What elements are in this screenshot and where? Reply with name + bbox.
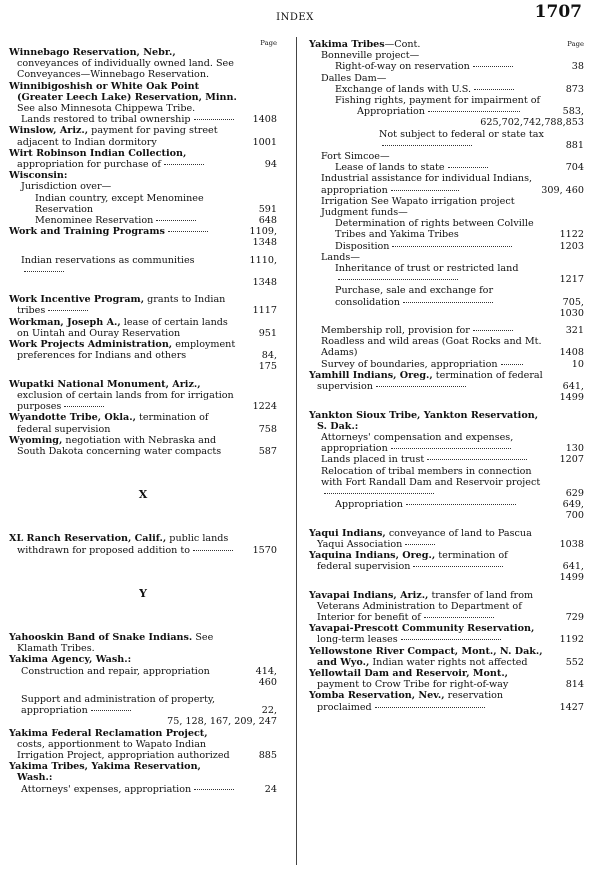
dot-leader bbox=[448, 167, 488, 168]
entry-text: Lands— bbox=[321, 251, 360, 263]
dot-leader bbox=[473, 66, 513, 67]
entry-text: Menominee Reservation bbox=[35, 215, 154, 227]
entry-heading: Wisconsin: bbox=[9, 170, 68, 182]
page-ref: 814 bbox=[565, 679, 584, 691]
page-ref-continued: 1348 bbox=[252, 237, 277, 249]
dot-leader bbox=[501, 364, 523, 365]
index-subentry bbox=[321, 325, 584, 336]
entry-heading: Yakima Federal Reclamation Project, bbox=[9, 727, 208, 739]
entry-text: Lands restored to tribal ownership bbox=[21, 114, 191, 126]
index-subentry bbox=[321, 73, 584, 84]
entry-heading: Winslow, Ariz., bbox=[9, 125, 89, 137]
index-subentry bbox=[21, 666, 277, 688]
index-entry bbox=[9, 632, 277, 654]
entry-text: appropriation for purchase of bbox=[17, 159, 161, 171]
page-ref-continued: 175 bbox=[258, 361, 277, 373]
dot-leader bbox=[168, 231, 208, 232]
entry-text: Survey of boundaries, appropriation bbox=[321, 358, 498, 370]
entry-heading: Workman, Joseph A., bbox=[9, 316, 121, 328]
page-column-label: Page bbox=[567, 40, 584, 48]
index-subentry bbox=[379, 129, 584, 151]
dot-leader bbox=[194, 119, 234, 120]
index-subentry bbox=[335, 162, 584, 173]
entry-text: Roadless and wild areas (Goat Rocks and Mt. Adams) bbox=[321, 336, 542, 359]
index-subentry bbox=[321, 50, 584, 61]
index-entry bbox=[309, 623, 584, 645]
dot-leader bbox=[391, 190, 459, 191]
page-ref: 1109, bbox=[249, 226, 277, 238]
entry-heading: Yamhill Indians, Oreg., bbox=[309, 369, 433, 381]
page-ref: 648 bbox=[258, 215, 277, 227]
entry-text: Lease of lands to state bbox=[335, 162, 445, 174]
index-entry bbox=[9, 728, 277, 762]
index-subentry bbox=[321, 151, 584, 162]
index-subentry bbox=[321, 196, 584, 207]
entry-heading: Wirt Robinson Indian Collection, bbox=[9, 147, 187, 159]
entry-text: Lands placed in trust bbox=[321, 454, 425, 466]
page-ref-continued: 75, 128, 167, 209, 247 bbox=[167, 716, 277, 728]
entry-text: Fishing rights, payment for impairment of bbox=[335, 95, 541, 107]
page-ref: 583, bbox=[562, 106, 584, 118]
page-ref-continued: 1499 bbox=[559, 572, 584, 584]
index-entry bbox=[9, 435, 277, 457]
page-ref: 641, bbox=[562, 381, 584, 393]
entry-text: termination of federal supervision bbox=[317, 369, 543, 393]
entry-heading: Yaqui Indians, bbox=[309, 527, 386, 539]
section-letter-x: X bbox=[138, 488, 148, 502]
entry-text: Determination of rights between Colville Tribes and Yakima Tribes bbox=[335, 218, 534, 241]
dot-leader bbox=[338, 279, 458, 280]
index-entry bbox=[9, 47, 277, 81]
index-subentry bbox=[321, 173, 584, 195]
entry-heading: Yellowstone River Compact, Mont., N. Dak., and Wyo., bbox=[309, 645, 543, 668]
page-ref: 10 bbox=[571, 358, 584, 370]
entry-text: conveyances of individually owned land. See Conveyances—Winnebago Reservation. bbox=[17, 58, 234, 81]
entry-text: Appropriation bbox=[357, 106, 425, 118]
dot-leader bbox=[391, 448, 511, 449]
page-ref: 885 bbox=[258, 749, 277, 761]
index-entry bbox=[309, 528, 584, 550]
index-entry bbox=[9, 654, 277, 665]
index-subentry bbox=[35, 193, 277, 215]
entry-text: Attorneys' compensation and expenses, appropriation bbox=[321, 431, 514, 455]
entry-text: Disposition bbox=[335, 240, 390, 252]
entry-heading: Work and Training Programs bbox=[9, 226, 165, 238]
entry-text: Jurisdiction over— bbox=[21, 181, 112, 193]
entry-text: negotiation with Nebraska and South Dakota concerning water compacts bbox=[17, 434, 222, 457]
page-ref-continued: 460 bbox=[258, 676, 277, 688]
page-ref: 951 bbox=[258, 327, 277, 339]
index-subentry bbox=[335, 241, 584, 252]
entry-text: Inheritance of trust or restricted land bbox=[335, 263, 519, 275]
entry-heading: Winnebago Reservation, Nebr., bbox=[9, 47, 176, 58]
index-subentry bbox=[321, 454, 584, 465]
entry-text: termination of federal supervision bbox=[17, 412, 209, 435]
page-ref: 758 bbox=[258, 423, 277, 435]
index-entry bbox=[309, 690, 584, 712]
page-ref: 1224 bbox=[252, 401, 277, 413]
page-ref: 1117 bbox=[252, 305, 277, 317]
page-ref: 94 bbox=[264, 159, 277, 171]
entry-text: long-term leases bbox=[317, 634, 398, 646]
index-subentry bbox=[21, 784, 277, 795]
left-column bbox=[9, 39, 277, 795]
entry-text: lease of certain lands on Uintah and Ouray Reservation bbox=[17, 316, 228, 339]
index-subentry bbox=[321, 252, 584, 263]
dot-leader bbox=[392, 246, 512, 247]
entry-text: See also Minnesota Chippewa Tribe. bbox=[17, 103, 196, 115]
entry-text: Membership roll, provision for bbox=[321, 325, 470, 337]
entry-text: Construction and repair, appropriation bbox=[21, 665, 210, 677]
page-ref: 84, bbox=[261, 350, 277, 362]
entry-text: termination of federal supervision bbox=[317, 549, 508, 573]
index-subentry bbox=[335, 499, 584, 521]
dot-leader bbox=[401, 639, 501, 640]
entry-heading: Wyandotte Tribe, Okla., bbox=[9, 412, 136, 424]
entry-text: Indian water rights not affected bbox=[372, 656, 528, 668]
dot-leader bbox=[406, 504, 516, 505]
index-subentry bbox=[335, 285, 584, 319]
page-number: 1707 bbox=[534, 2, 582, 22]
index-entry bbox=[9, 533, 277, 555]
index-entry bbox=[9, 170, 277, 181]
entry-text: Indian country, except Menominee Reservation bbox=[35, 192, 204, 215]
dot-leader bbox=[424, 617, 494, 618]
page-ref: 881 bbox=[565, 139, 584, 151]
entry-heading: Yakima Tribes bbox=[309, 39, 385, 50]
index-subentry bbox=[335, 263, 584, 285]
entry-text: Dalles Dam— bbox=[321, 72, 387, 84]
dot-leader bbox=[375, 707, 485, 708]
page-ref: 1192 bbox=[559, 634, 584, 646]
index-subentry bbox=[357, 106, 584, 128]
index-subentry bbox=[321, 359, 584, 370]
index-entry bbox=[309, 668, 584, 690]
entry-text: Indian reservations as communities bbox=[21, 254, 195, 266]
index-subentry bbox=[335, 95, 584, 106]
entry-heading: Yakima Tribes, Yakima Reservation, Wash.: bbox=[9, 761, 201, 784]
dot-leader bbox=[405, 544, 435, 545]
index-subentry bbox=[321, 207, 584, 218]
page-ref: 552 bbox=[565, 656, 584, 668]
page-ref: 1001 bbox=[252, 136, 277, 148]
page-ref: 587 bbox=[258, 445, 277, 457]
entry-text: Fort Simcoe— bbox=[321, 151, 390, 163]
page-ref-continued: 700 bbox=[565, 510, 584, 522]
index-entry bbox=[309, 39, 584, 50]
page-ref: 1038 bbox=[559, 538, 584, 550]
index-entry bbox=[309, 410, 584, 432]
page-ref: 22, bbox=[261, 705, 277, 717]
entry-heading: Work Projects Administration, bbox=[9, 339, 173, 351]
entry-heading: Work Incentive Program, bbox=[9, 294, 145, 306]
dot-leader bbox=[376, 386, 466, 387]
page-ref: 1408 bbox=[252, 114, 277, 126]
entry-heading: Winnibigoshish or White Oak Point (Greater Leech Lake) Reservation, Minn. bbox=[9, 80, 237, 103]
entry-text: exclusion of certain lands from for irrigation purposes bbox=[17, 389, 234, 413]
page-ref-continued: 1348 bbox=[252, 277, 277, 289]
entry-heading: Yankton Sioux Tribe, Yankton Reservation, S. Dak.: bbox=[309, 409, 539, 432]
page-column-label: Page bbox=[260, 39, 277, 47]
index-entry bbox=[309, 370, 584, 404]
dot-leader bbox=[473, 330, 513, 331]
index-entry bbox=[309, 550, 584, 584]
page-ref: 1570 bbox=[252, 544, 277, 556]
page-ref: 38 bbox=[571, 61, 584, 73]
column-divider bbox=[296, 37, 297, 865]
index-entry bbox=[9, 317, 277, 339]
page-ref: 1122 bbox=[559, 229, 584, 241]
entry-text: Exchange of lands with U.S. bbox=[335, 83, 472, 95]
index-entry bbox=[9, 148, 277, 170]
section-letter-y: Y bbox=[139, 586, 147, 600]
entry-text: Appropriation bbox=[335, 499, 403, 511]
page-ref: 130 bbox=[565, 443, 584, 455]
index-subentry bbox=[321, 466, 584, 500]
page-ref: 309, 460 bbox=[541, 184, 584, 196]
index-subentry bbox=[21, 694, 277, 728]
page-ref-continued: 1499 bbox=[559, 392, 584, 404]
index-subentry bbox=[335, 218, 584, 240]
dot-leader bbox=[324, 493, 434, 494]
index-entry bbox=[9, 339, 277, 373]
entry-heading: Yaquina Indians, Oreg., bbox=[309, 549, 436, 561]
entry-text: Judgment funds— bbox=[321, 207, 408, 219]
entry-text: grants to Indian tribes bbox=[17, 294, 226, 317]
index-subentry bbox=[21, 114, 277, 125]
page-ref: 641, bbox=[562, 561, 584, 573]
entry-text: Attorneys' expenses, appropriation bbox=[21, 783, 192, 795]
entry-text: Purchase, sale and exchange for consolidation bbox=[335, 285, 494, 308]
dot-leader bbox=[474, 89, 514, 90]
entry-heading: Yellowtail Dam and Reservoir, Mont., bbox=[309, 667, 509, 679]
index-subentry bbox=[321, 336, 584, 358]
page-ref: 321 bbox=[565, 325, 584, 337]
page-ref: 1207 bbox=[559, 454, 584, 466]
page-ref: 24 bbox=[264, 783, 277, 795]
entry-text: reservation proclaimed bbox=[317, 690, 504, 713]
dot-leader bbox=[156, 220, 196, 221]
page-ref-continued: 1030 bbox=[559, 307, 584, 319]
index-subentry bbox=[335, 61, 584, 72]
index-subentry bbox=[35, 215, 277, 226]
page-ref: 873 bbox=[565, 83, 584, 95]
index-subentry bbox=[21, 181, 277, 192]
page-ref: 729 bbox=[565, 611, 584, 623]
index-entry bbox=[9, 412, 277, 434]
page-header bbox=[0, 2, 590, 27]
page-ref: 1427 bbox=[559, 701, 584, 713]
index-subentry bbox=[321, 432, 584, 454]
index-entry bbox=[9, 81, 277, 115]
dot-leader bbox=[403, 302, 493, 303]
page-ref: 705, bbox=[562, 296, 584, 308]
index-subentry bbox=[21, 255, 277, 289]
page-ref: 704 bbox=[565, 162, 584, 174]
page-ref: 591 bbox=[258, 203, 277, 215]
dot-leader bbox=[413, 566, 503, 567]
index-entry bbox=[9, 226, 277, 248]
dot-leader bbox=[382, 145, 472, 146]
entry-heading: Yomba Reservation, Nev., bbox=[309, 690, 445, 702]
index-entry bbox=[9, 294, 277, 316]
index-entry bbox=[9, 761, 277, 783]
entry-heading: Yahooskin Band of Snake Indians. bbox=[9, 631, 193, 643]
entry-text: costs, apportionment to Wapato Indian Irrigation Project, appropriation authorized bbox=[17, 738, 230, 761]
entry-heading: Wyoming, bbox=[9, 434, 63, 446]
dot-leader bbox=[194, 789, 234, 790]
dot-leader bbox=[164, 164, 204, 165]
page-ref: 414, bbox=[255, 665, 277, 677]
entry-text: Not subject to federal or state tax bbox=[379, 128, 544, 140]
index-entry bbox=[9, 125, 277, 147]
entry-text: —Cont. bbox=[384, 39, 421, 50]
index-entry bbox=[9, 379, 277, 413]
entry-text: conveyance of land to Pascua Yaqui Association bbox=[317, 527, 532, 550]
entry-text: payment for paving street adjacent to Indian dormitory bbox=[17, 125, 218, 148]
dot-leader bbox=[428, 111, 520, 112]
entry-text: Support and administration of property, appropriation bbox=[21, 693, 216, 717]
index-entry bbox=[309, 646, 584, 668]
index-entry bbox=[309, 590, 584, 624]
dot-leader bbox=[91, 710, 131, 711]
entry-heading: Yavapai Indians, Ariz., bbox=[309, 589, 429, 601]
entry-heading: XL Ranch Reservation, Calif., bbox=[9, 533, 167, 545]
entry-text: Industrial assistance for individual Indians, appropriation bbox=[321, 173, 533, 196]
entry-text: public lands withdrawn for proposed addition to bbox=[17, 533, 229, 556]
index-subentry bbox=[335, 84, 584, 95]
entry-text: See Klamath Tribes. bbox=[17, 631, 214, 655]
dot-leader bbox=[427, 459, 527, 460]
dot-leader bbox=[24, 271, 64, 272]
entry-heading: Yavapai-Prescott Community Reservation, bbox=[309, 623, 535, 635]
dot-leader bbox=[193, 550, 233, 551]
entry-heading: Wupatki National Monument, Ariz., bbox=[9, 378, 201, 390]
entry-text: employment preferences for Indians and others bbox=[17, 339, 236, 362]
entry-text: Bonneville project— bbox=[321, 50, 420, 62]
right-column bbox=[309, 39, 584, 713]
page-ref: 1408 bbox=[559, 347, 584, 359]
dot-leader bbox=[48, 310, 88, 311]
page-ref: 649, bbox=[562, 499, 584, 511]
page-ref: 1217 bbox=[559, 274, 584, 286]
page-ref: 629 bbox=[565, 487, 584, 499]
running-title: INDEX bbox=[276, 12, 314, 23]
entry-text: payment to Crow Tribe for right-of-way bbox=[317, 679, 509, 691]
page-ref: 1110, bbox=[249, 254, 277, 266]
entry-text: Right-of-way on reservation bbox=[335, 61, 470, 73]
entry-text: transfer of land from Veterans Administration to Department of Interior for benefit of bbox=[317, 589, 534, 623]
entry-heading: Yakima Agency, Wash.: bbox=[9, 654, 132, 666]
page-ref: 1203 bbox=[559, 240, 584, 252]
entry-text: Irrigation See Wapato irrigation project bbox=[321, 195, 515, 207]
entry-text: Relocation of tribal members in connection with Fort Randall Dam and Reservoir project bbox=[321, 465, 541, 488]
dot-leader bbox=[64, 406, 104, 407]
page-ref-continued: 625,702,742,788,853 bbox=[480, 117, 584, 129]
